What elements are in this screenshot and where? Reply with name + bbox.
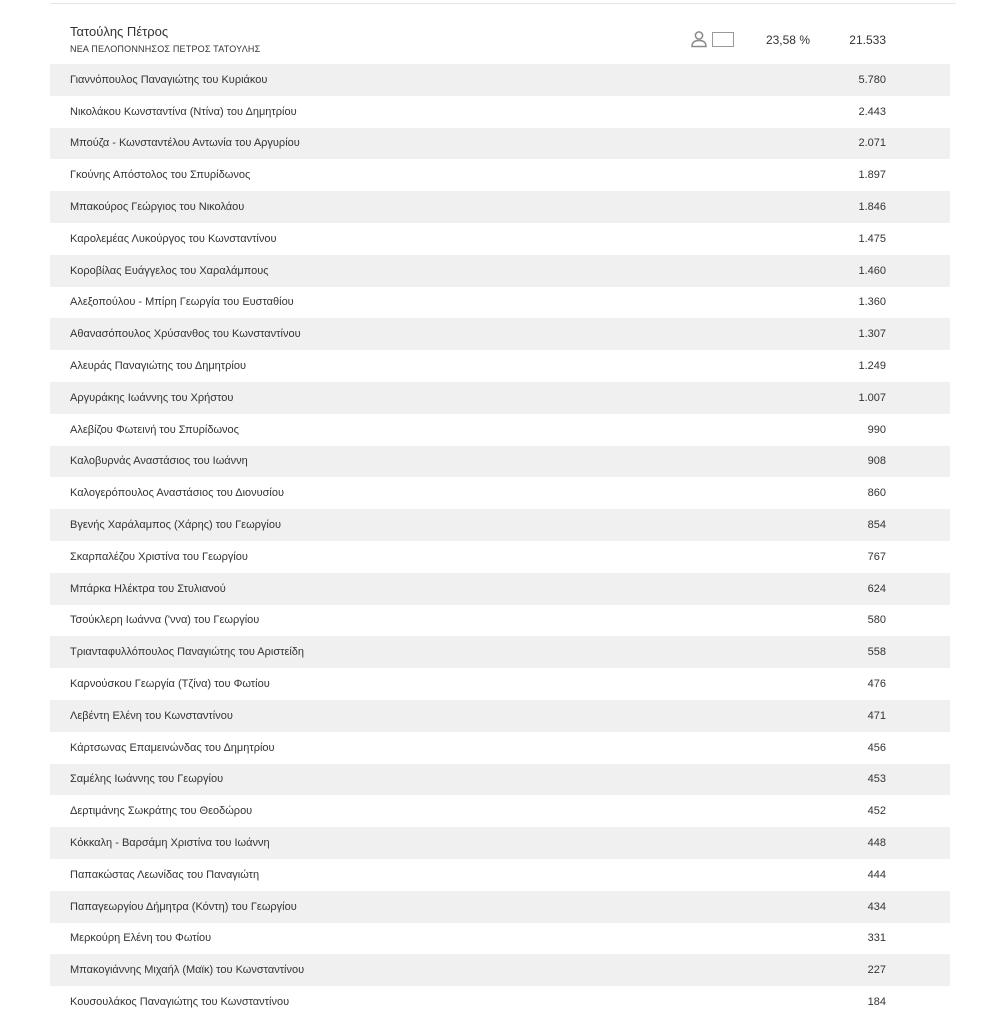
table-row (50, 382, 950, 414)
candidate-votes: 1.475 (858, 232, 886, 245)
party-percentage: 23,58 % (765, 33, 810, 47)
candidate-votes: 476 (867, 678, 886, 691)
candidate-votes: 860 (867, 487, 886, 500)
candidate-name: Μπακούρος Γεώργιος του Νικολάου (70, 201, 245, 214)
table-row (50, 64, 950, 96)
candidate-votes: 908 (867, 455, 886, 468)
party-votes: 21.533 (849, 33, 886, 47)
candidate-votes: 1.846 (858, 201, 886, 214)
table-row (50, 668, 950, 700)
candidate-name: Γιαννόπουλος Παναγιώτης του Κυριάκου (70, 73, 268, 86)
candidate-name: Παπαγεωργίου Δήμητρα (Κόντη) του Γεωργίου (70, 900, 297, 913)
table-row (50, 287, 950, 319)
candidate-name: Αθανασόπουλος Χρύσανθος του Κωνσταντίνου (70, 328, 301, 341)
table-row (50, 255, 950, 287)
candidate-name: Μπάρκα Ηλέκτρα του Στυλιανού (70, 582, 226, 595)
party-leader-name: Τατούλης Πέτρος (70, 24, 169, 39)
table-row (50, 446, 950, 478)
candidate-name: Κάρτσωνας Επαμεινώνδας του Δημητρίου (70, 741, 275, 754)
candidate-votes: 453 (867, 773, 886, 786)
candidate-votes: 1.360 (858, 296, 886, 309)
candidate-votes: 1.307 (858, 328, 886, 341)
candidate-votes: 1.249 (858, 360, 886, 373)
candidate-name: Αλεξοπούλου - Μπίρη Γεωργία του Ευσταθίου (70, 296, 294, 309)
party-name: ΝΕΑ ΠΕΛΟΠΟΝΝΗΣΟΣ ΠΕΤΡΟΣ ΤΑΤΟΥΛΗΣ (70, 44, 261, 54)
candidate-votes: 1.460 (858, 264, 886, 277)
candidate-name: Μερκούρη Ελένη του Φωτίου (70, 932, 212, 945)
candidate-name: Καλογερόπουλος Αναστάσιος του Διονυσίου (70, 487, 285, 500)
candidate-votes: 448 (867, 837, 886, 850)
candidate-name: Λεβέντη Ελένη του Κωνσταντίνου (70, 709, 233, 722)
table-row (50, 732, 950, 764)
table-row (50, 318, 950, 350)
table-row (50, 573, 950, 605)
candidate-name: Τσούκλερη Ιωάννα ('ννα) του Γεωργίου (70, 614, 260, 627)
table-row (50, 700, 950, 732)
table-row (50, 223, 950, 255)
candidate-name: Γκούνης Απόστολος του Σπυρίδωνος (70, 169, 251, 182)
table-row (50, 605, 950, 637)
candidate-votes: 456 (867, 741, 886, 754)
candidate-votes: 444 (867, 868, 886, 881)
candidate-votes: 227 (867, 964, 886, 977)
candidate-votes: 990 (867, 423, 886, 436)
candidate-name: Κόκκαλη - Βαρσάμη Χριστίνα του Ιωάννη (70, 837, 270, 850)
table-row (50, 954, 950, 986)
table-row (50, 96, 950, 128)
candidate-votes: 854 (867, 519, 886, 532)
candidate-name: Μπακογιάννης Μιχαήλ (Μαϊκ) του Κωνσταντίνου (70, 964, 305, 977)
table-row (50, 159, 950, 191)
candidate-name: Καρνούσκου Γεωργία (Τζίνα) του Φωτίου (70, 678, 270, 691)
candidate-name: Αλεβίζου Φωτεινή του Σπυρίδωνος (70, 423, 239, 436)
candidate-votes: 2.071 (858, 137, 886, 150)
table-row (50, 923, 950, 955)
candidate-name: Κοροβίλας Ευάγγελος του Χαραλάμπους (70, 264, 269, 277)
candidate-votes: 2.443 (858, 105, 886, 118)
candidate-name: Βγενής Χαράλαμπος (Χάρης) του Γεωργίου (70, 519, 281, 532)
candidate-votes: 434 (867, 900, 886, 913)
candidate-votes: 767 (867, 550, 886, 563)
candidate-votes: 471 (867, 709, 886, 722)
table-row (50, 477, 950, 509)
table-row (50, 128, 950, 160)
candidate-name: Μπούζα - Κωνσταντέλου Αντωνία του Αργυρίου (70, 137, 300, 150)
candidate-name: Κουσουλάκος Παναγιώτης του Κωνσταντίνου (70, 996, 290, 1008)
candidate-votes: 331 (867, 932, 886, 945)
table-row (50, 859, 950, 891)
candidate-votes: 5.780 (858, 73, 886, 86)
candidate-votes: 1.007 (858, 391, 886, 404)
candidate-name: Αργυράκης Ιωάννης του Χρήστου (70, 391, 234, 404)
table-row (50, 827, 950, 859)
table-row (50, 891, 950, 923)
party-header (50, 4, 950, 64)
candidate-votes: 184 (867, 996, 886, 1008)
candidate-name: Νικολάκου Κωνσταντίνα (Ντίνα) του Δημητρίου (70, 105, 297, 118)
results-panel (50, 4, 950, 1018)
person-icon[interactable] (690, 30, 708, 48)
candidate-votes: 580 (867, 614, 886, 627)
table-row (50, 636, 950, 668)
table-row (50, 795, 950, 827)
candidate-votes: 452 (867, 805, 886, 818)
candidate-votes: 1.897 (858, 169, 886, 182)
candidate-name: Καρολεμέας Λυκούργος του Κωνσταντίνου (70, 232, 277, 245)
candidate-votes: 558 (867, 646, 886, 659)
table-row (50, 509, 950, 541)
candidate-name: Δερτιμάνης Σωκράτης του Θεοδώρου (70, 805, 253, 818)
table-row (50, 414, 950, 446)
candidate-name: Τριανταφυλλόπουλος Παναγιώτης του Αριστείδη (70, 646, 305, 659)
candidate-name: Παπακώστας Λεωνίδας του Παναγιώτη (70, 868, 260, 881)
candidate-name: Σαμέλης Ιωάννης του Γεωργίου (70, 773, 224, 786)
candidate-name: Καλοβυρνάς Αναστάσιος του Ιωάννη (70, 455, 248, 468)
table-row (50, 986, 950, 1018)
table-row (50, 350, 950, 382)
candidates-list (50, 64, 950, 1018)
candidate-votes: 624 (867, 582, 886, 595)
table-row (50, 764, 950, 796)
table-row (50, 541, 950, 573)
table-row (50, 191, 950, 223)
candidate-name: Αλευράς Παναγιώτης του Δημητρίου (70, 360, 246, 373)
checkbox-icon[interactable] (712, 32, 734, 47)
candidate-name: Σκαρπαλέζου Χριστίνα του Γεωργίου (70, 550, 248, 563)
